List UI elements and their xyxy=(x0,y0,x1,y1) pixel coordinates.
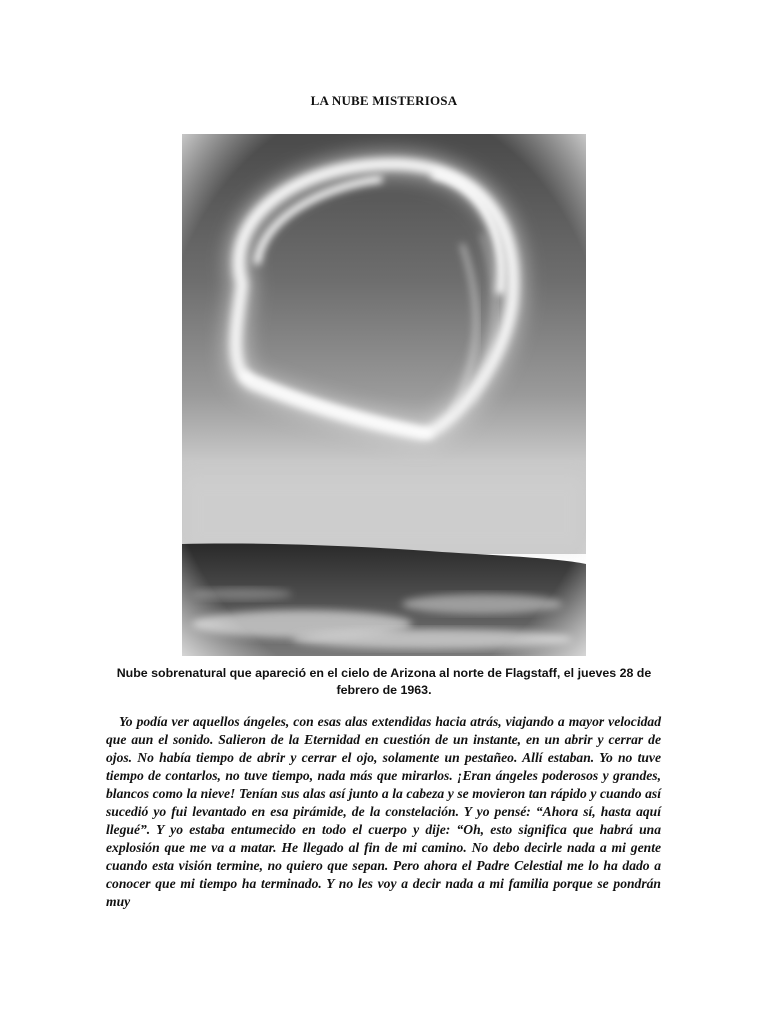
cloud-photograph xyxy=(182,134,586,656)
photo-caption: Nube sobrenatural que apareció en el cielo de Arizona al norte de Flagstaff, el jueves 28 de febrero de 1963. xyxy=(116,666,652,697)
page-title: LA NUBE MISTERIOSA xyxy=(310,93,458,108)
body-paragraph: Yo podía ver aquellos ángeles, con esas alas extendidas hacia atrás, viajando a mayor velocidad que aun el sonido. Salieron de la Eternidad en cuestión de un instante, en un abrir y cerrar de ojos. No había tiempo de abrir y cerrar el ojo, solamente un pestañeo. Allí estaban. Yo no tuve tiempo de contarlos, no tuve tiempo, nada más que mirarlos. ¡Eran ángeles poderosos y grandes, blancos como la nieve! Tenían sus alas así junto a la cabeza y se movieron tan rápido y cuando así sucedió yo fui levantado en esa pirámide, de la constelación. Y yo pensé: “Ahora sí, hasta aquí llegué”. Y yo estaba entumecido en todo el cuerpo y dije: “Oh, esto significa que habrá una explosión que me va a matar. He llegado al fin de mi camino. No debo decirle nada a mi gente cuando esta visión termine, no quiero que sepan. Pero ahora el Padre Celestial me lo ha dado a conocer que mi tiempo ha terminado. Y no les voy a decir nada a mi familia porque se pondrán muy xyxy=(106,714,661,909)
